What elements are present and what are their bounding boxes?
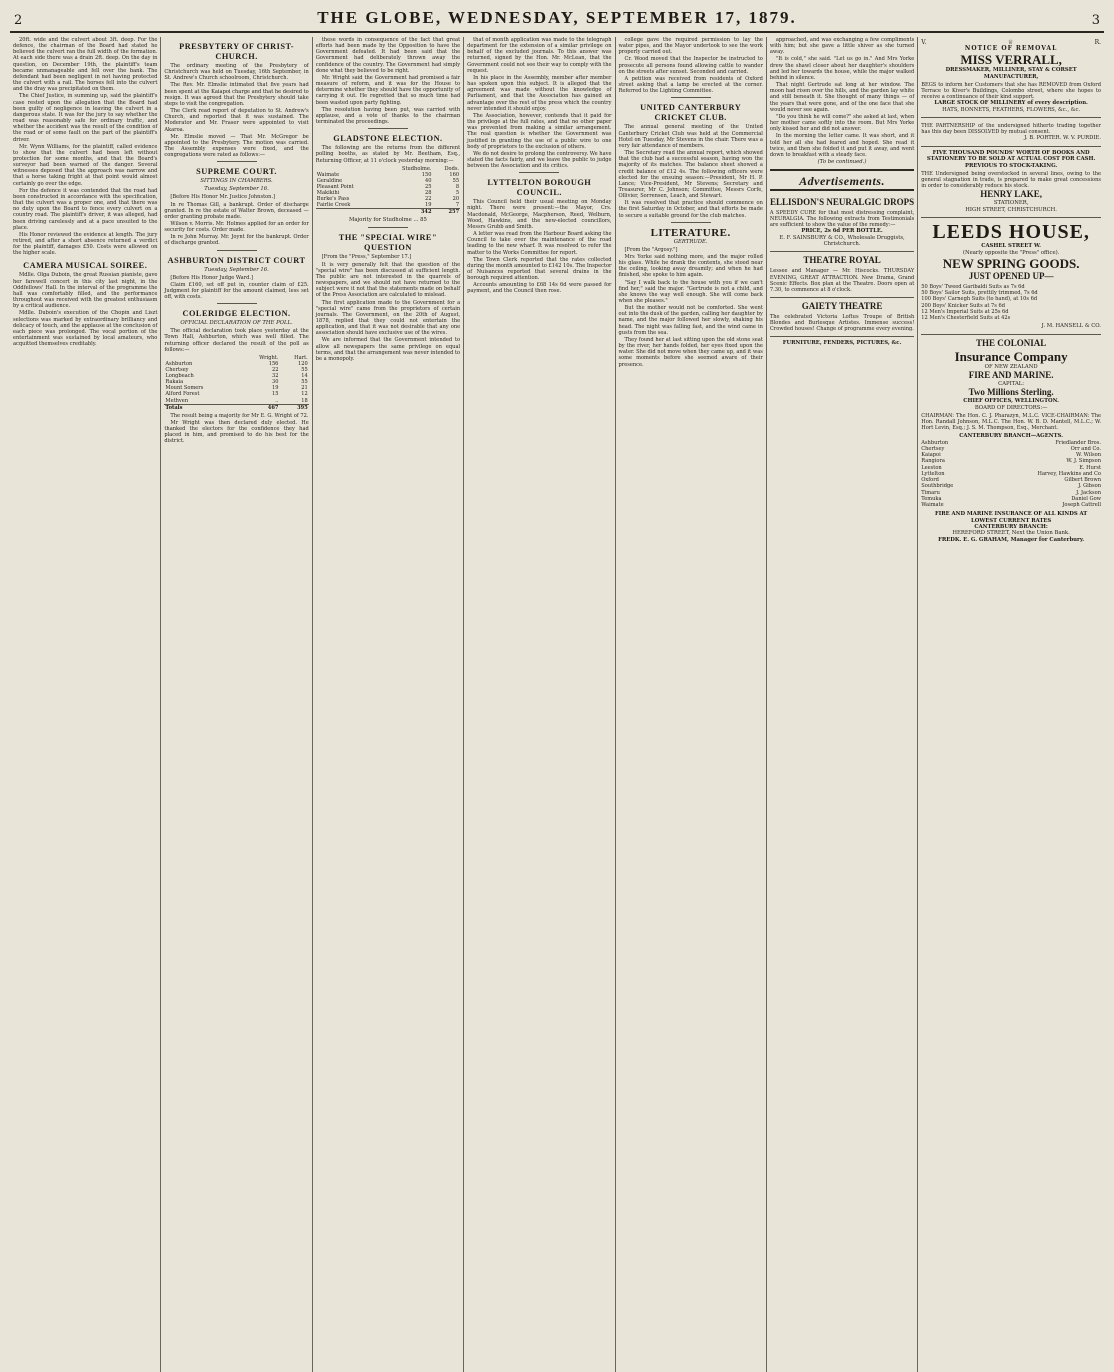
- article-paragraph: that of month application was made to the telegraph department for the extension of a similar privilege on behalf of the excluded journals. To this answer was returned, signed by the Hon. Mr. McLean, that the Government could not see their way to comply with the request.: [467, 37, 612, 74]
- article-paragraph: The following are the returns from the different polling booths, as stated by Mr. Beetham, Esq., Returning Officer, at 11 o'clock yesterday morning:—: [315, 145, 461, 164]
- table-cell: 467: [239, 404, 279, 411]
- article-subheading: GERTRUDE.: [673, 238, 708, 245]
- table-cell: 19: [271, 385, 279, 392]
- advert-signature: J. M. HANSELL & CO.: [1041, 323, 1101, 330]
- article-paragraph: Claim £160, set off put in, counter claim of £25. Judgment for plaintiff for the amount claimed, less set off, with costs.: [164, 281, 309, 301]
- list-item: 50 Boys' Tweed Garibaldi Suits as 7s 6d: [921, 283, 1025, 290]
- divider: [671, 97, 711, 98]
- advert-heading: NEW SPRING GOODS.: [942, 255, 1080, 271]
- agent-name: J. Jackson: [1076, 489, 1101, 496]
- table-cell: 150: [421, 171, 432, 178]
- column-5: [616, 37, 767, 1372]
- table-row: [164, 398, 308, 405]
- table-cell: 30: [271, 379, 279, 386]
- table-cell: 14: [301, 373, 308, 380]
- advert-subtitle: DRESSMAKER, MILLINER, STAY & CORSET MANUFACTURER,: [945, 67, 1077, 80]
- advert-manager: FREDK. E. G. GRAHAM, Manager for Canterbury.: [938, 536, 1085, 543]
- agent-town: Rangiora: [921, 458, 945, 465]
- page-number-right: 3: [1091, 13, 1100, 28]
- advert-title: GAIETY THEATRE: [801, 300, 883, 311]
- advert-auction: [770, 337, 914, 350]
- table-cell: Methven: [165, 397, 189, 404]
- columns: [10, 37, 1104, 1372]
- majority-line: Majority for Studholme ... 85: [348, 217, 427, 224]
- article-paragraph: The Clerk read report of deputation to St. Andrew's Church, and reported that it was sustained. The Moderator and Mr. Fraser were appointed to visit Akaroa.: [164, 108, 309, 133]
- table-cell: 55: [301, 367, 308, 374]
- advert-branch: CANTERBURY BRANCH:: [974, 523, 1048, 530]
- advert-verrall: [921, 37, 1101, 118]
- table-cell: 32: [271, 373, 279, 380]
- advert-title: MISS VERRALL,: [960, 52, 1062, 68]
- table-cell: Rakaia: [165, 379, 184, 386]
- table-cell: 12: [301, 391, 308, 398]
- article-paragraph: Cr. Wood moved that the Inspector be instructed to prosecute all persons found allowing cattle to wander on the streets after sunset. Seconded and carried.: [618, 56, 763, 75]
- advert-body: THE PARTNERSHIP of the undersigned hitherto trading together has this day been DISSOLVED by mutual consent.: [921, 123, 1101, 136]
- advert-body: THE Undersigned being overstocked in several lines, owing to the general stagnation in trade, is prepared to make great concessions in order to considerably reduce his stock.: [921, 171, 1101, 190]
- advert-item-list: [921, 284, 1101, 321]
- advert-title: FIVE THOUSAND POUNDS' WORTH OF BOOKS AND STATIONERY TO BE SOLD AT ACTUAL COST FOR CASH.: [926, 149, 1096, 163]
- table-cell: 40: [425, 177, 432, 184]
- article-paragraph: His Honor reviewed the evidence at length. The jury retired, and after a short absence returned a verdict for the plaintiff, damages £50. Costs were allowed on the higher scale.: [13, 231, 158, 257]
- article-paragraph: "Say I walk back to the house with you if we can't find her," said the major. "Gertrude is not a child, and she knows the way well enough. She will come back when she pleases.": [618, 279, 763, 304]
- list-item: [921, 502, 1101, 508]
- agent-name: J. Gibson: [1078, 483, 1101, 490]
- advert-henry-lake: [921, 147, 1101, 218]
- crest-letter: R.: [1094, 39, 1101, 46]
- table-cell: Wright.: [259, 354, 279, 361]
- newspaper-title: THE GLOBE, WEDNESDAY, SEPTEMBER 17, 1879.: [317, 8, 797, 27]
- article-paragraph: Wilson v. Morris. Mr. Holmes applied for an order for security for costs. Order made.: [164, 220, 309, 234]
- article-paragraph: [From the "Argosy."]: [624, 246, 678, 253]
- article-paragraph: The Town Clerk reported that the rates collected during the month amounted to £142 10s. The Inspector of Nuisances reported that several drains in the borough required attention.: [467, 256, 612, 282]
- article-heading: PRESBYTERY OF CHRIST-CHURCH.: [179, 42, 294, 61]
- article-paragraph: This Council held their usual meeting on Monday night. There were present:—the Mayor, Crs. Macdonald, McGeorge, Macpherson, Reed, Welburn, Wood, Hawkins, and the new-elected councillors, Messrs Grubb and Smith.: [467, 199, 612, 230]
- advert-subtitle: OF NEW ZEALAND: [984, 363, 1038, 370]
- table-cell: 55: [452, 177, 460, 184]
- advert-gaiety-theatre: [770, 298, 914, 337]
- table-cell: Hart.: [294, 354, 308, 361]
- agent-name: Harvey, Hawkins and Co: [1037, 470, 1101, 477]
- table-cell: 18: [301, 397, 308, 404]
- article-paragraph: The Association, however, contends that it paid for the privilege at the full rates, and that no other paper was prevented from making a similar arrangement. The real question is whether the Government was justified in granting the use of a public wire to one body of proprietors to the exclusion of others.: [467, 112, 612, 150]
- article-paragraph: In re Thomas Gill, a bankrupt. Order of discharge granted. In re the estate of Walter Brown, deceased — order granting probate made.: [164, 201, 309, 220]
- agent-name: Orr and Co.: [1070, 446, 1101, 453]
- article-paragraph: [From the "Press," September 17.]: [321, 254, 412, 261]
- article-paragraph: college gave the required permission to lay the water pipes, and the Mayor undertook to see the work properly carried out.: [618, 37, 763, 56]
- table-cell: Longbeach: [165, 373, 194, 380]
- advert-body: CHAIRMAN: The Hon. C. J. Pharazyn, M.L.C. VICE-CHAIRMAN: The Hon. Randall Johnson, M.L.C. The Hon. W. B. D. Mantell, M.L.C.; W. Hort Levin, Esq.; J. S. M. Thompson, Esq., Merchant.: [921, 413, 1101, 432]
- advert-label: BOARD OF DIRECTORS:—: [974, 404, 1048, 411]
- table-cell: 342: [380, 209, 432, 216]
- table-cell: 8: [455, 183, 460, 190]
- article-paragraph: The resolution having been put, was carried with applause, and a vote of thanks to the chairman terminated the proceedings.: [315, 106, 461, 126]
- article-paragraph: [Before His Honor Judge Ward.]: [170, 274, 253, 281]
- advert-heading: CANTERBURY BRANCH—AGENTS.: [959, 433, 1064, 440]
- table-cell: 15: [271, 391, 279, 398]
- advert-signature: J. B. PORTER. W. V. PURDIE.: [1024, 135, 1101, 142]
- column-3: [313, 37, 464, 1372]
- advert-capital: Two Millions Sterling.: [968, 387, 1054, 398]
- notice-title: NOTICE OF REMOVAL: [964, 45, 1058, 53]
- article-paragraph: The first application made to the Government for a "special wire" came from the proprietors of certain journals. The Government, on the 20th of August, 1878, replied that they could not entertain the application, and that it was not desirable that any one association should have exclusive use of the wires.: [315, 299, 461, 337]
- agent-name: Friedlander Bros.: [1055, 439, 1101, 446]
- advert-tagline: FIRE AND MARINE INSURANCE OF ALL KINDS AT LOWEST CURRENT RATES: [934, 511, 1088, 524]
- column-7: [918, 37, 1104, 1372]
- table-cell: 25: [425, 183, 432, 190]
- advert-theatre-royal: [770, 252, 914, 297]
- article-paragraph: "It is cold," she said. "Let us go in." And Mrs Yorke drew the shawl closer about her daughter's shoulders and led her towards the house, while the major walked behind in silence.: [769, 56, 915, 81]
- article-heading: LYTTELTON BOROUGH COUNCIL.: [487, 178, 592, 198]
- article-paragraph: It was resolved that practice should commence on the first Saturday in October, and that efforts be made to secure a suitable ground for the club matches.: [618, 200, 763, 219]
- advert-colonial-insurance: [921, 335, 1101, 548]
- article-paragraph: Mr Wright was then declared duly elected. He thanked the electors for the confidence they had placed in him, and promised to do his best for the district.: [164, 419, 309, 445]
- article-paragraph: Mr. Elmslie moved — That Mr. McGregor be appointed to the Presbytery. The motion was carried. The Assembly expenses were fixed, and the congregations were rated as follows:—: [164, 133, 309, 159]
- list-item: 12 Men's Imperial Suits at 25s 6d: [921, 308, 1009, 315]
- divider: [368, 227, 408, 228]
- agent-town: Southbridge: [921, 483, 954, 490]
- article-paragraph: In his place in the Assembly, member after member has spoken upon this subject. It is alleged that the agreement was made without the knowledge of Parliament, and that the Association has gained an advantage over the rest of the press which the country never intended it should enjoy.: [467, 74, 612, 112]
- agent-town: Chertsey: [921, 446, 945, 453]
- advert-leeds-house: [921, 218, 1101, 334]
- article-heading: UNITED CANTERBURY CRICKET CLUB.: [640, 103, 742, 123]
- article-paragraph: The result being a majority for Mr E. G. Wright of 72.: [170, 412, 309, 419]
- article-paragraph: The official declaration took place yesterday at the Town Hall, Ashburton, which was well filled. The returning officer declared the result of the poll as follows:—: [164, 328, 309, 353]
- advert-office: CHIEF OFFICES, WELLINGTON.: [963, 398, 1059, 405]
- section-heading: Advertisements.: [799, 173, 885, 188]
- table-cell: [316, 209, 381, 216]
- article-paragraph: The Chief Justice, in summing up, said the plaintiff's case rested upon the allegation that the Board had been guilty of negligence in leaving the culvert in a dangerous state. It was for the jury to say whether the road was reasonably safe for ordinary traffic, and whether the accident was the result of the condition of the road or of some fault on the part of the plaintiff's driver.: [13, 93, 158, 143]
- article-paragraph: "Do you think he will come?" she asked at last, when her mother came softly into the room. But Mrs Yorke only kissed her and did not answer.: [769, 113, 915, 133]
- divider: [368, 128, 408, 129]
- article-paragraph: Mrs Yorke said nothing more, and the major rolled his glass. While he drank the contents, she stood near the ceiling, looking away dreamily; and when he had finished, she spoke to him again.: [618, 253, 763, 279]
- page-number-left: 2: [14, 13, 23, 28]
- table-row: [316, 202, 460, 209]
- advert-title: LEEDS HOUSE,: [932, 221, 1090, 244]
- divider: [217, 161, 257, 162]
- advert-subtitle: PREVIOUS TO STOCK-TAKING.: [964, 162, 1058, 169]
- column-2: [161, 37, 312, 1372]
- table-cell: Geraldine: [316, 177, 343, 184]
- article-paragraph: The Secretary read the annual report, which showed that the club had a successful season, having won the majority of its matches. The balance sheet showed a credit balance of £12 4s. The following officers were elected for the ensuing season:—President, Mr H. P. Lance; Vice-President, Mr Stevens; Secretary and Treasurer, Mr C. Johnson; Committee, Messrs Corfe, Ollivier, Sorrensen, Leach, and Stewart.: [618, 150, 763, 200]
- table-cell: Totals: [164, 404, 239, 411]
- divider: [671, 222, 711, 223]
- divider: [770, 189, 914, 191]
- advert-price: PRICE, 2s 6d PER BOTTLE.: [801, 228, 883, 235]
- crest-letter: V.: [921, 39, 927, 46]
- advert-name: HENRY LAKE,: [980, 189, 1043, 200]
- advert-body: Lessee and Manager — Mr. Hiscocks. THURSDAY EVENING, GREAT ATTRACTION. New Drama, Grand Scenic Effects. Box plan at the Theatre. Doors open at 7.30, to commence at 8 o'clock.: [769, 268, 915, 293]
- table-cell: 28: [425, 190, 432, 197]
- article-paragraph: But the mother would not be comforted. She went out into the dusk of the garden, calling her daughter by name, and the major followed her slowly, shaking his head. The night was falling fast, and the wind came in gusts from the sea.: [618, 305, 763, 336]
- continued-note: (To be continued.): [817, 158, 867, 165]
- agent-town: Oxford: [921, 477, 939, 484]
- table-cell: 21: [301, 385, 308, 392]
- agents-list: [921, 440, 1101, 508]
- list-item: 50 Boys' Sailor Suits, prettily trimmed, 7s 6d: [921, 290, 1038, 297]
- advert-body: The celebrated Victoria Loftus Troupe of British Blondes and Burlesque Artistes. Immense success! Crowded houses! Change of programme every evening.: [769, 313, 915, 333]
- article-paragraph: Mdlle. Duboin's execution of the Chopin and Liszt selections was marked by extraordinary brilliancy and delicacy of touch, and the applause at the conclusion of each piece was prolonged. The vocal portion of the entertainment was sustained by local amateurs, who acquitted themselves creditably.: [13, 310, 158, 348]
- advert-stock: LARGE STOCK OF MILLINERY of every description.: [934, 100, 1088, 107]
- article-heading: ASHBURTON DISTRICT COURT: [167, 255, 306, 265]
- article-paragraph: In re John Murray. Mr. Joynt for the bankrupt. Order of discharge granted.: [164, 234, 309, 247]
- agent-town: Leeston: [921, 464, 942, 471]
- advert-title: ELLISDON'S NEURALGIC DROPS: [770, 196, 915, 207]
- article-heading: THE "SPECIAL WIRE" QUESTION: [338, 233, 438, 253]
- table-cell: ..: [275, 397, 279, 404]
- advert-trade: STATIONER,: [993, 200, 1029, 207]
- article-paragraph: Mr. Wynn Williams, for the plaintiff, called evidence to show that the culvert had been left without protection for some months, and that the Board's surveyor had been warned of the danger. Several witnesses deposed that the approach was narrow and that a horse taking fright at that point would almost certainly go over the edge.: [13, 143, 158, 187]
- table-cell: 5: [455, 190, 460, 197]
- agent-name: W. Wilson: [1076, 452, 1101, 459]
- table-cell: 120: [298, 360, 308, 367]
- table-cell: Chertsey: [165, 367, 189, 374]
- agent-town: Kaiapoi: [921, 452, 941, 459]
- table-cell: Dods.: [444, 165, 460, 172]
- table-cell: 257: [433, 209, 461, 216]
- article-heading: COLERIDGE ELECTION.: [182, 309, 291, 319]
- list-item: 12 Men's Chesterfield Suits at 42s: [921, 314, 1011, 321]
- table-cell: 19: [425, 202, 432, 209]
- article-paragraph: A petition was received from residents of Oxford street asking that a lamp be erected at the corner. Referred to the Lighting Committee.: [618, 75, 763, 95]
- table-cell: Pleasant Point: [316, 183, 354, 190]
- crown-icon: ♕: [1007, 39, 1014, 46]
- gladstone-results-table: [316, 166, 460, 216]
- article-paragraph: We do not desire to prolong the controversy. We have stated the facts fairly, and we leave the public to judge between the Association and its critics.: [467, 150, 612, 170]
- agent-name: E. Hurst: [1079, 464, 1101, 471]
- advert-title: Insurance Company: [954, 348, 1068, 364]
- article-paragraph: A letter was read from the Harbour Board asking the Council to take over the maintenance of the road leading to the new wharf. It was resolved to refer the matter to the Works Committee for report.: [467, 231, 612, 256]
- advert-items: HATS, BONNETS, FEATHERS, FLOWERS, &c., &c.: [942, 106, 1081, 113]
- advert-heading: JUST OPENED UP—: [968, 270, 1054, 281]
- advert-address: HIGH STREET, CHRISTCHURCH.: [965, 206, 1057, 213]
- table-cell: 156: [268, 360, 279, 367]
- article-heading: CAMERA MUSICAL SOIREE.: [23, 261, 148, 271]
- table-cell: Fairlie Creek: [316, 202, 351, 209]
- column-6: [767, 37, 918, 1372]
- column-1: [10, 37, 161, 1372]
- table-cell: 7: [455, 202, 460, 209]
- agent-name: Gilbert Brown: [1064, 477, 1101, 484]
- advert-title: THEATRE ROYAL: [803, 255, 881, 266]
- divider: [519, 172, 559, 173]
- table-cell: 55: [301, 379, 308, 386]
- advert-body: A SPEEDY CURE for that most distressing complaint, NEURALGIA. The following extracts from Testimonials are sufficient to show the value of the remedy:—: [769, 209, 915, 229]
- article-paragraph: Mdlle. Olga Duboin, the great Russian pianiste, gave her farewell concert in this city last night, in the Oddfellows' Hall. In the interval of the programme the hall was comfortably filled, and the performance throughout was received with the greatest enthusiasm by a critical audience.: [13, 272, 158, 310]
- advert-note: (Nearly opposite the "Press" office).: [962, 249, 1060, 256]
- table-cell: 22: [425, 196, 432, 203]
- article-paragraph: In the morning the letter came. It was short, and it told her all she had feared and hoped. She read it twice, and then she folded it and put it away, and went down to breakfast with a steady face.: [769, 133, 915, 158]
- list-item: 200 Boys' Knicker Suits at 7s 6d: [921, 302, 1005, 309]
- agent-town: Lyttelton: [921, 470, 945, 477]
- table-cell: Alford Forest: [165, 391, 200, 398]
- divider: [217, 303, 257, 304]
- article-heading: GLADSTONE ELECTION.: [333, 134, 443, 144]
- advert-seller: E. F. SAINSBURY & CO., Wholesale Druggists, Christchurch.: [779, 234, 905, 248]
- advert-address: CASHEL STREET W.: [981, 243, 1041, 250]
- table-total-row: [164, 404, 308, 411]
- article-paragraph: The Rev. Mr. Elmslie intimated that five years had been spent at the Kaiapoi charge and that he desired to resign. It was agreed that the Presbytery should take steps to visit the congregation.: [164, 82, 309, 107]
- advert-partnership: [921, 118, 1101, 147]
- advert-body: BEGS to inform her Customers that she has REMOVED from Oxford Terrace to Kiver's Buildings, Colombo street, where she hopes to receive a continuance of their kind support.: [921, 82, 1101, 101]
- article-paragraph: It is very generally felt that the question of the "special wire" has been discussed at sufficient length. The public are not interested in the quarrels of newspapers, and we should not have returned to the subject were it not that the statements made on behalf of the Press Association are calculated to mislead.: [315, 261, 461, 299]
- article-paragraph: [Before His Honor Mr. Justice Johnston.]: [170, 194, 276, 201]
- agent-town: Ashburton: [921, 439, 949, 446]
- table-total-row: [316, 209, 460, 216]
- section-heading: LITERATURE.: [650, 226, 731, 239]
- agent-town: Temuka: [921, 495, 942, 502]
- advert-label: CAPITAL:: [998, 380, 1025, 387]
- divider: [770, 169, 914, 171]
- table-cell: Waimate: [316, 171, 340, 178]
- agent-name: Joseph Cattrell: [1062, 501, 1101, 508]
- poll-results-table: [164, 355, 308, 411]
- divider: [217, 250, 257, 251]
- table-cell: Studholme.: [401, 165, 432, 172]
- table-cell: 22: [271, 367, 279, 374]
- table-cell: Mount Somers: [165, 385, 204, 392]
- advert-title: THE COLONIAL: [975, 337, 1047, 348]
- agent-name: Daniel Gow: [1071, 495, 1101, 502]
- article-heading: SUPREME COURT.: [196, 167, 277, 177]
- advert-title: FURNITURE, FENDERS, PICTURES, &c.: [782, 340, 902, 347]
- masthead: [10, 4, 1104, 33]
- table-cell: Burke's Pass: [316, 196, 350, 203]
- article-paragraph: 20ft. wide and the culvert about 3ft. deep. For the defence, the chairman of the Board had stated he believed the culvert ran the full width of the formation. At each side there was a drain 2ft. deep. On the day in question, on December 19th, the plaintiff's team became unmanageable and fell over the bank. The defendant had been negligent in not having protected the culvert with a rail. The horses fell into the culvert and the dray was precipitated on them.: [13, 37, 158, 93]
- table-cell: Ashburton: [165, 360, 193, 367]
- article-subheading: OFFICIAL DECLARATION OF THE POLL.: [180, 320, 293, 327]
- article-date: Tuesday, September 16.: [204, 186, 269, 193]
- article-paragraph: We are informed that the Government intended to allow all newspapers the same privilege on equal terms, and that the arrangement was never intended to be a monopoly.: [315, 337, 461, 362]
- article-paragraph: Accounts amounting to £68 14s 6d were passed for payment, and the Council then rose.: [467, 282, 612, 295]
- article-paragraph: That night Gertrude sat long at her window. The moon had risen over the hills, and the garden lay white and still beneath it. She thought of many things — of the years that were gone, and of the one face that she would never see again.: [769, 82, 915, 113]
- column-4: [464, 37, 615, 1372]
- article-subheading: SITTINGS IN CHAMBERS.: [200, 178, 273, 185]
- agent-name: W. J. Simpson: [1066, 458, 1101, 465]
- table-cell: 160: [449, 171, 460, 178]
- table-cell: 395: [279, 404, 308, 411]
- table-cell: 20: [452, 196, 460, 203]
- agent-town: Timaru: [921, 489, 940, 496]
- article-paragraph: For the defence it was contended that the road had been constructed in accordance with the specification, that the culvert was a proper one, and that there was no duty upon the Board to fence every culvert on a country road. The plaintiff's driver, it was alleged, had been driving carelessly and at a pace unsuited to the place.: [13, 187, 158, 231]
- article-paragraph: approached, and was exchanging a few compliments with him; but she gave a little shiver as she turned away.: [769, 37, 915, 56]
- article-paragraph: The ordinary meeting of the Presbytery of Christchurch was held on Tuesday, 16th September, in St. Andrew's Church schoolroom, Christchurch.: [164, 63, 309, 82]
- article-paragraph: these words in consequence of the fact that great efforts had been made by the Opposition to have the Government defeated. It had been said that the Government had deliberately thrown away the confidence of the country. The Government had simply done what they believed to be right.: [315, 37, 461, 74]
- advert-address: HEREFORD STREET, Next the Union Bank.: [952, 530, 1070, 537]
- article-paragraph: The annual general meeting of the United Canterbury Cricket Club was held at the Commercial Hotel on Tuesday, Mr Stevens in the chair. There was a very fair attendance of members.: [618, 124, 763, 149]
- agent-town: Waimate: [921, 501, 944, 508]
- article-date: Tuesday, September 16.: [204, 266, 269, 273]
- advert-neuralgic-drops: [770, 194, 914, 253]
- article-paragraph: They found her at last sitting upon the old stone seat by the river, her hands folded, her eyes fixed upon the water. She did not move when they came up, and it was some moments before she seemed aware of their presence.: [618, 336, 763, 368]
- list-item: 100 Boys' Carnegh Suits (to hand), at 10s 6d: [921, 296, 1038, 303]
- advert-subtitle: FIRE AND MARINE.: [968, 369, 1054, 380]
- table-cell: Makikihi: [316, 190, 340, 197]
- article-paragraph: Mr. Wright said the Government had promised a fair measure of reform, and it was for the House to determine whether they should have the opportunity of carrying it out. He regretted that so much time had been wasted upon party fighting.: [315, 74, 461, 106]
